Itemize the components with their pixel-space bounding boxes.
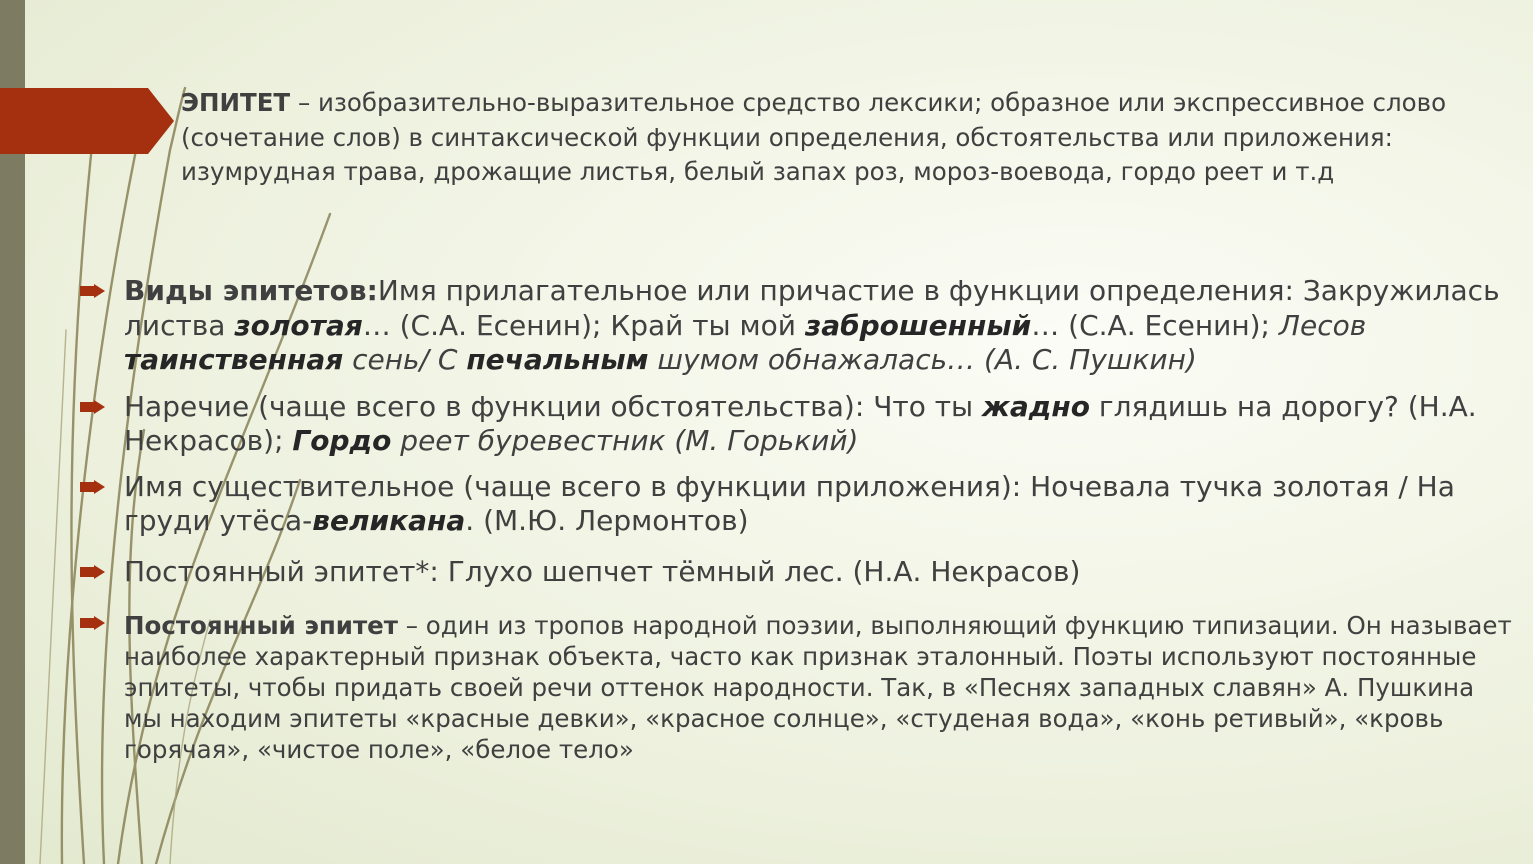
- bullet-list: [80, 274, 1515, 765]
- b2-text-1: Наречие (чаще всего в функции обстоятельства): Что ты: [124, 389, 983, 423]
- definition-text: – изобразительно-выразительное средство лексики; образное или экспрессивное слово (сочетание слов) в синтаксической функции определения, обстоятельства или приложения: изумрудная трава, дрожащие листья, белый запах роз, мороз-воевода, гордо реет и т.д: [181, 88, 1447, 186]
- bullet-item-adjective: [80, 274, 1515, 378]
- constant-heading: Постоянный эпитет: [124, 611, 398, 640]
- types-heading: Виды эпитетов:: [124, 274, 378, 307]
- arrow-bullet-icon: [80, 400, 105, 414]
- arrow-bullet-icon: [80, 565, 105, 579]
- b2-text-2: глядишь на дорогу? (Н.А. Некрасов);: [124, 389, 1477, 457]
- bullet-item-noun: [80, 470, 1515, 539]
- arrow-bullet-icon: [80, 480, 105, 494]
- b5-text-1: – один из тропов народной поэзии, выполняющий функцию типизации. Он называет наиболее характерный признак объекта, часто как признак эталонный. Поэты используют постоянные эпитеты, чтобы придать своей речи оттенок народности. Так, в «Песнях западных славян» А. Пушкина мы находим эпитеты «красные девки», «красное солнце», «студеная вода», «конь ретивый», «кровь горячая», «чистое поле», «белое тело»: [124, 611, 1512, 764]
- definition-term: ЭПИТЕТ: [181, 88, 291, 117]
- title-accent-shape: [0, 88, 174, 154]
- b2-italic-1: реет буревестник (М. Горький): [391, 424, 859, 457]
- b1-example-3: таинственная: [124, 343, 344, 376]
- b2-example-1: жадно: [982, 389, 1090, 423]
- b3-text-1: Имя существительное (чаще всего в функции приложения): Ночевала тучка золотая / На груди утёса-: [124, 469, 1455, 537]
- arrow-bullet-icon: [80, 616, 105, 630]
- b1-italic-1: Лесов: [1278, 308, 1367, 342]
- b2-example-2: Гордо: [292, 424, 392, 457]
- b1-text-1: Имя прилагательное или причастие в функции определения: Закружилась листва: [124, 274, 1500, 342]
- b1-text-2: … (С.А. Есенин); Край ты мой: [362, 308, 805, 342]
- b4-text-1: Постоянный эпитет*: Глухо шепчет тёмный лес. (Н.А. Некрасов): [124, 554, 1081, 588]
- b1-example-2: заброшенный: [804, 308, 1032, 342]
- bullet-item-adverb: [80, 390, 1515, 459]
- bullet-item-constant-definition: [80, 610, 1515, 765]
- b3-text-2: . (М.Ю. Лермонтов): [465, 504, 749, 537]
- arrow-bullet-icon: [80, 284, 105, 298]
- bullet-item-constant: [80, 555, 1515, 590]
- b1-italic-3: шумом обнажалась… (А. С. Пушкин): [648, 343, 1197, 376]
- epithet-definition: [181, 86, 1516, 190]
- b1-example-1: золотая: [234, 308, 363, 342]
- b1-example-4: печальным: [466, 343, 649, 376]
- b1-text-3: … (С.А. Есенин);: [1031, 308, 1279, 342]
- b3-example-1: великана: [312, 504, 466, 537]
- b1-italic-2: сень/ С: [343, 343, 467, 376]
